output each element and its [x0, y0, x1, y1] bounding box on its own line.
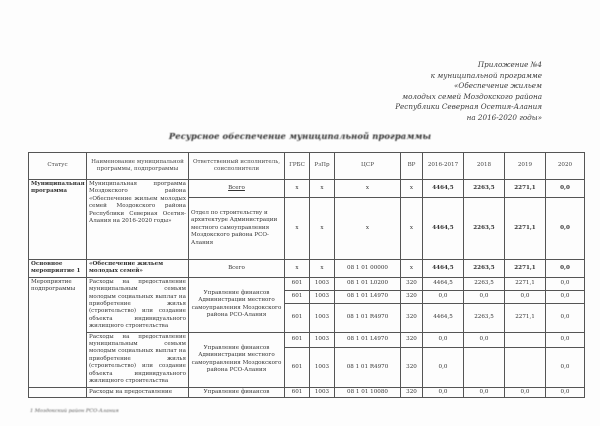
cell-vr: х — [401, 180, 423, 198]
cell-executor: Отдел по строительству и архитектуре Администрации местного самоуправления Моздокского района РСО-Алания — [189, 198, 285, 260]
cell-value: 0,0 — [423, 387, 464, 397]
cell-grbs: х — [285, 260, 310, 278]
appendix-line: к муниципальной программе — [430, 70, 542, 80]
header-grbs: ГРБС — [285, 153, 310, 180]
cell-rzpr: 1003 — [310, 332, 335, 347]
cell-executor: Всего — [189, 260, 285, 278]
header-csr: ЦСР — [335, 153, 401, 180]
cell-value: 2271,1 — [505, 260, 546, 278]
header-year-2: 2018 — [464, 153, 505, 180]
cell-value: 0,0 — [546, 277, 585, 290]
table-row — [29, 180, 585, 198]
cell-value: 2263,5 — [464, 180, 505, 198]
cell-executor: Управление финансов Администрации местного самоуправления Моздокского района РСО-Алания — [189, 277, 285, 332]
cell-value: 2271,1 — [505, 277, 546, 290]
cell-name: Муниципальная программа Моздокского района «Обеспечение жильем молодых семей Моздокского района Республики Северная Осетия-Алания на 2016-2020 годы» — [87, 180, 189, 260]
cell-rzpr: 1003 — [310, 387, 335, 397]
cell-value — [464, 348, 505, 388]
cell-csr: 08 1 01 00000 — [335, 260, 401, 278]
cell-value: 0,0 — [464, 332, 505, 347]
cell-value: 0,0 — [546, 348, 585, 388]
cell-value: 2263,5 — [464, 304, 505, 333]
cell-rzpr: х — [310, 180, 335, 198]
cell-csr: 08 1 01 R4970 — [335, 348, 401, 388]
cell-status: Основное мероприятие 1 — [29, 260, 87, 278]
appendix-block — [342, 60, 542, 124]
cell-value: 0,0 — [546, 260, 585, 278]
cell-vr: 320 — [401, 277, 423, 290]
cell-executor: Управление финансов Администрации местного самоуправления Моздокского района РСО-Алания — [189, 332, 285, 387]
resource-table — [28, 152, 585, 398]
header-status: Статус — [29, 153, 87, 180]
cell-value: 2271,1 — [505, 304, 546, 333]
header-executor: Ответственный исполнитель, соисполнители — [189, 153, 285, 180]
table-row — [29, 332, 585, 347]
table-row — [29, 260, 585, 278]
cell-value: 0,0 — [464, 290, 505, 303]
document-title: Ресурсное обеспечение муниципальной программы — [168, 131, 432, 141]
header-vr: ВР — [401, 153, 423, 180]
cell-value — [505, 332, 546, 347]
cell-value: 0,0 — [546, 304, 585, 333]
cell-vr: х — [401, 198, 423, 260]
cell-value: 0,0 — [423, 290, 464, 303]
cell-value: 0,0 — [423, 332, 464, 347]
cell-vr: х — [401, 260, 423, 278]
cell-rzpr: 1003 — [310, 348, 335, 388]
appendix-line: «Обеспечение жильем — [454, 81, 542, 91]
cell-csr: 08 1 01 10080 — [335, 387, 401, 397]
page-footer: 1 Моздокский район РСО-Алания — [30, 408, 119, 414]
table-row — [29, 277, 585, 290]
cell-name: Расходы на предоставление муниципальным семьям молодым социальных выплат на приобретение жилья (строительство) или создание объекта индивидуального жилищного строительства — [87, 332, 189, 387]
cell-value: 0,0 — [423, 348, 464, 388]
cell-vr: 320 — [401, 290, 423, 303]
cell-value: 0,0 — [546, 290, 585, 303]
cell-vr: 320 — [401, 332, 423, 347]
cell-value: 4464,5 — [423, 198, 464, 260]
cell-value: 0,0 — [464, 387, 505, 397]
cell-grbs: 601 — [285, 387, 310, 397]
cell-value: 2271,1 — [505, 180, 546, 198]
header-year-1: 2016-2017 — [423, 153, 464, 180]
cell-value: 4464,5 — [423, 260, 464, 278]
cell-value: 4464,5 — [423, 277, 464, 290]
appendix-line: на 2016-2020 годы» — [466, 112, 542, 122]
cell-value: 2263,5 — [464, 198, 505, 260]
cell-rzpr: х — [310, 198, 335, 260]
cell-rzpr: х — [310, 260, 335, 278]
cell-name: Расходы на предоставление муниципальным семьям молодым социальных выплат на приобретение жилья (строительство) или создание объекта индивидуального жилищного строительства — [87, 277, 189, 332]
cell-name: «Обеспечение жильем молодых семей» — [87, 260, 189, 278]
cell-grbs: 601 — [285, 277, 310, 290]
cell-value: 2263,5 — [464, 260, 505, 278]
cell-value: 0,0 — [505, 290, 546, 303]
cell-value: 0,0 — [546, 180, 585, 198]
cell-grbs: х — [285, 180, 310, 198]
cell-value: 0,0 — [546, 332, 585, 347]
cell-value: 0,0 — [546, 387, 585, 397]
cell-executor: Всего — [189, 180, 285, 198]
cell-value: 4464,5 — [423, 180, 464, 198]
cell-vr: 320 — [401, 304, 423, 333]
cell-rzpr: 1003 — [310, 290, 335, 303]
cell-rzpr: 1003 — [310, 304, 335, 333]
cell-grbs: 601 — [285, 348, 310, 388]
cell-csr: 08 1 01 R4970 — [335, 304, 401, 333]
header-year-3: 2019 — [505, 153, 546, 180]
cell-value: 2271,1 — [505, 198, 546, 260]
cell-csr: х — [335, 180, 401, 198]
cell-value: 0,0 — [546, 198, 585, 260]
cell-grbs: 601 — [285, 304, 310, 333]
cell-executor: Управление финансов — [189, 387, 285, 397]
cell-csr: 08 1 01 L4970 — [335, 332, 401, 347]
appendix-line: Республики Северная Осетия-Алания — [395, 102, 542, 112]
cell-csr: 08 1 01 L0200 — [335, 277, 401, 290]
table-row — [29, 387, 585, 397]
header-rzpr: РзПр — [310, 153, 335, 180]
cell-name: Расходы на предоставление — [87, 387, 189, 397]
table-header-row — [29, 153, 585, 180]
cell-grbs: 601 — [285, 332, 310, 347]
appendix-line: Приложение №4 — [477, 60, 542, 69]
appendix-line: молодых семей Моздокского района — [402, 91, 542, 101]
cell-value — [505, 348, 546, 388]
cell-csr: 08 1 01 L4970 — [335, 290, 401, 303]
cell-grbs: х — [285, 198, 310, 260]
cell-csr: х — [335, 198, 401, 260]
cell-vr: 320 — [401, 348, 423, 388]
header-name: Наименование муниципальной программы, подпрограммы — [87, 153, 189, 180]
cell-value: 2263,5 — [464, 277, 505, 290]
header-year-4: 2020 — [546, 153, 585, 180]
cell-grbs: 601 — [285, 290, 310, 303]
cell-vr: 320 — [401, 387, 423, 397]
cell-status: Муниципальная программа — [29, 180, 87, 260]
cell-status — [29, 387, 87, 397]
cell-value: 0,0 — [505, 387, 546, 397]
cell-value: 4464,5 — [423, 304, 464, 333]
cell-rzpr: 1003 — [310, 277, 335, 290]
cell-status: Мероприятие подпрограммы — [29, 277, 87, 387]
